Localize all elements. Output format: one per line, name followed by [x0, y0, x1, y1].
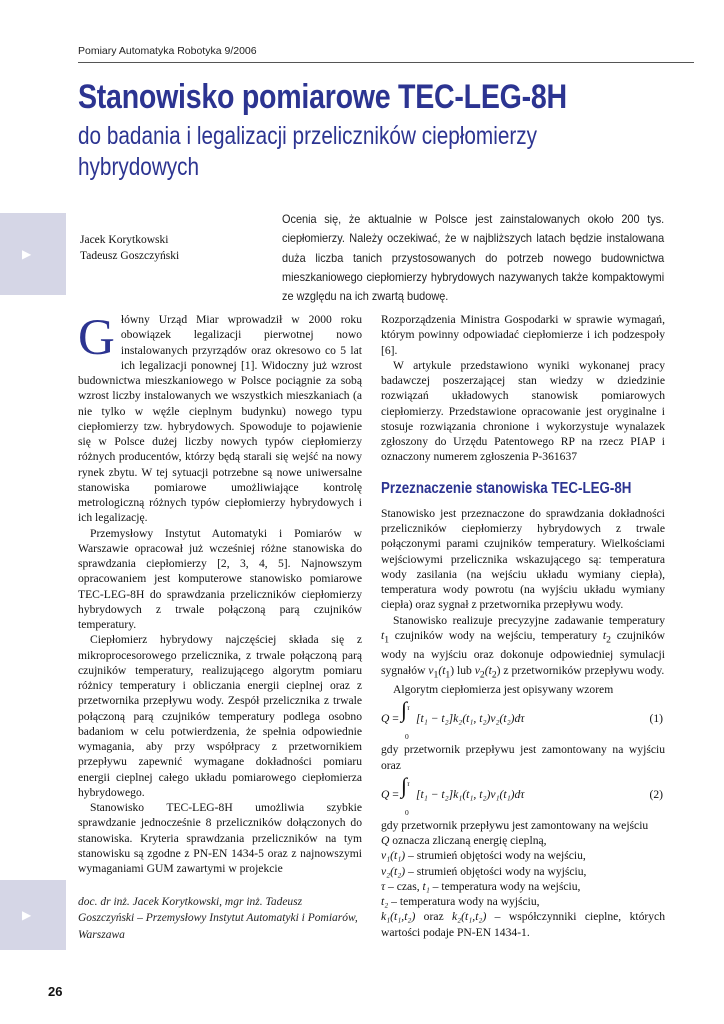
equation-1	[381, 697, 665, 742]
symbol: (t	[484, 663, 492, 677]
symbol: v	[474, 663, 480, 677]
symbol: t	[602, 628, 607, 642]
subscript: 2	[479, 668, 485, 680]
text-run: lub	[454, 663, 475, 677]
paragraph: gdy przetwornik przepływu jest zamontowany na wejściu	[381, 818, 649, 832]
equation-body: [t₁ − t₂]k₁(t₁, t₂)v₁(t₁)dτ	[416, 787, 525, 801]
right-column	[381, 312, 665, 940]
subscript: 1	[445, 668, 451, 680]
equation-equals: =	[389, 712, 399, 726]
text-run: – współczynniki cieplne, których wartości podaje PN-EN 1434-1.	[381, 910, 665, 939]
paragraph: Przemysłowy Instytut Automatyki i Pomiarów w Warszawie opracował już wcześniej różne stanowiska do sprawdzania ciepłomierzy [2, 3, 4, 5]. Najnowszym opracowaniem jest komputerowe stanowisko pomiarowe TEC-LEG-8H do sprawdzania przeliczników ciepłomierzy hybrydowych z trwale połączoną parą czujników temperatury.	[78, 526, 362, 631]
author-name: Jacek Korytkowski	[80, 234, 169, 246]
equation-body: [t₁ − t₂]k₂(t₁, t₂)v₂(t₂)dτ	[416, 712, 525, 726]
legend-line	[381, 848, 665, 863]
sidebar-band-top	[0, 213, 66, 295]
paragraph: Algorytm ciepłomierza jest opisywany wzorem	[393, 683, 614, 697]
equation-lhs	[381, 711, 399, 726]
paragraph	[78, 312, 362, 526]
paragraph	[381, 613, 665, 683]
equation-number: (1)	[649, 712, 663, 726]
subscript: 1	[384, 634, 390, 646]
symbol: v₂(t₂)	[381, 864, 406, 878]
legend-line	[381, 909, 665, 940]
author-list	[78, 232, 179, 264]
paragraph: Stanowisko jest przeznaczone do sprawdzania dokładności przeliczników ciepłomierzy hybrydowych z trwale połączonymi parami czujników temperatury. Wielkościami wejściowymi przelicznika wskazującego są: temperatura wody zasilania (na wejściu układu wymiany ciepła), temperatura wody powrotu (na wyjściu układu wymiany ciepła) oraz sygnał z przetwornika przepływu wody.	[381, 506, 665, 612]
subscript: 2	[491, 668, 497, 680]
text-run: – strumień objętości wody na wyjściu,	[405, 864, 587, 878]
symbol: v	[428, 663, 434, 677]
text-run: – temperatura wody na wejściu,	[429, 879, 581, 893]
text-run: oznacza zliczaną energię cieplną,	[389, 834, 547, 848]
author-affiliation: doc. dr inż. Jacek Korytkowski, mgr inż. Tadeusz Goszczyński – Przemysłowy Instytut Automatyki i Pomiarów, Warszawa	[78, 896, 358, 941]
paragraph: W artykule przedstawiono wyniki wykonanej pracy badawczej poszerzającej stan wiedzy w dziedzinie rozwiązań układowych stanowisk pomiarowych ciepłomierzy. Przedstawione opracowanie jest oryginalne i stosuje rozwiązania chronione i wykorzystuje wynalazek zgłoszony do Urzędu Patentowego RP na rzecz PIAP i oznaczony numerem zgłoszenia P-361637	[381, 358, 665, 464]
text-run: Stanowisko realizuje precyzyjne zadawanie temperatury	[393, 613, 665, 627]
subscript: 2	[606, 634, 611, 646]
author-name: Tadeusz Goszczyński	[80, 250, 180, 262]
text-run: z przetworników przepływu wody.	[500, 663, 665, 677]
symbol: Q	[381, 834, 390, 848]
text-run: czujników wody na wyjściu oraz dokonuje odpowiedniej symulacji sygnałów	[381, 628, 665, 677]
play-triangle-icon: ▶	[22, 908, 32, 922]
legend-line	[381, 864, 665, 879]
legend-line	[381, 879, 665, 894]
symbol: τ	[381, 879, 386, 893]
left-column	[78, 312, 362, 876]
text-run: czujników wody na wejściu, temperatury	[389, 628, 603, 642]
page-number: 26	[48, 984, 63, 999]
integral-sign: ∫	[401, 697, 408, 723]
journal-header: Pomiary Automatyka Robotyka 9/2006	[78, 45, 257, 57]
symbol: v₁(t₁)	[381, 849, 406, 863]
integral-lower-limit: 0	[405, 732, 409, 742]
integral-upper-limit: τ	[407, 778, 410, 788]
article-title: Stanowisko pomiarowe TEC-LEG-8H	[78, 78, 567, 116]
paragraph: Rozporządzenia Ministra Gospodarki w sprawie wymagań, którym powinny odpowiadać ciepłomierze i ich podzespoły [6].	[381, 313, 665, 357]
equation-number: (2)	[649, 787, 663, 801]
integral-sign: ∫	[401, 772, 408, 798]
text-run: )	[496, 663, 501, 677]
equation-2	[381, 772, 665, 817]
symbol: t₁	[422, 879, 430, 893]
paragraph: Stanowisko TEC-LEG-8H umożliwia szybkie sprawdzanie jednocześnie 8 przeliczników dołączonych do stanowiska. Kryteria sprawdzania przeliczników na tym stanowisku są zgodne z PN-EN 1434-5 oraz z najnowszymi wymaganiami GUM zawartymi w projekcie	[78, 801, 362, 875]
symbol: t	[381, 628, 385, 642]
legend-line	[381, 833, 665, 848]
equation-equals: =	[389, 787, 399, 801]
legend-line	[381, 894, 665, 909]
paragraph: Ciepłomierz hybrydowy najczęściej składa się z mikroprocesorowego przelicznika, z trwale połączoną parą czujników temperatury, realizującego algorytm pomiaru różnicy temperatury i obliczania energii cieplnej oraz z przetwornika przepływu wody. Zespół przelicznika z trwale połączoną parą czujników temperatury podlega osobno badaniom w celu potwierdzenia, że spełnia odpowiednie wymagania, aby przy współpracy z przetwornikiem przepływu zapewnić wymagane dokładności pomiaru energii cieplnej całego układu pomiarowego ciepłomierza hybrydowego.	[78, 633, 362, 799]
text-run: – czas,	[385, 879, 423, 893]
article-subtitle: do badania i legalizacji przeliczników ciepłomierzy hybrydowych	[78, 122, 538, 181]
symbol-legend	[381, 833, 665, 940]
integral-lower-limit: 0	[405, 807, 409, 817]
paragraph: gdy przetwornik przepływu jest zamontowany na wyjściu oraz	[381, 743, 665, 772]
equation-symbol: Q	[381, 712, 390, 726]
integral-upper-limit: τ	[407, 703, 410, 713]
article-abstract: Ocenia się, że aktualnie w Polsce jest zainstalowanych około 200 tys. ciepłomierzy. Należy oczekiwać, że w najbliższych latach będzie instalowana duża liczba tanich przystosowanych do potrzeb nowego budownictwa mieszkaniowego ciepłomierzy hybrydowych nazywanych także kompaktowymi ze względu na ich zwartą budowę.	[282, 212, 665, 304]
section-heading: Przeznaczenie stanowiska TEC-LEG-8H	[381, 479, 632, 497]
symbol: k₂(t₁,t₂)	[452, 910, 487, 924]
symbol: k₁(t₁,t₂)	[381, 910, 416, 924]
text-run: oraz	[415, 910, 452, 924]
sidebar-band-bottom	[0, 880, 66, 950]
play-triangle-icon: ▶	[22, 247, 32, 261]
text-run: – temperatura wody na wyjściu,	[388, 895, 540, 909]
text-run: )	[450, 663, 455, 677]
symbol: (t	[438, 663, 446, 677]
drop-cap: G	[78, 310, 115, 366]
subscript: 1	[433, 668, 439, 680]
header-rule	[78, 62, 694, 63]
equation-lhs	[381, 787, 399, 802]
equation-symbol: Q	[381, 787, 390, 801]
symbol: t₂	[381, 895, 389, 909]
paragraph-text: łówny Urząd Miar wprowadził w 2000 roku obowiązek legalizacji pierwotnej nowo instalowanych przyrządów oraz okresowo co 5 lat ich legalizacji ponownej [1]. Widoczny już wzrost budownictwa mieszkaniowego w Polsce pociągnie za sobą wzrost liczby instalowanych we wszystkich mieszkaniach (a nie tylko w węźle cieplnym budynku) nowego typu ciepłomierzy tzw. hybrydowych. Spowoduje to pojawienie się w Polsce dużej liczby nowych typów ciepłomierzy różnych producentów, którzy będą starali się wejść na nowy rynek zbytu. W tej sytuacji potrzebne są nowe uniwersalne stanowiska pomiarowe umożliwiające kontrolę metrologiczną różnych typów ciepłomierzy hybrydowych i ich legalizację.	[78, 313, 362, 525]
text-run: – strumień objętości wody na wejściu,	[405, 849, 586, 863]
